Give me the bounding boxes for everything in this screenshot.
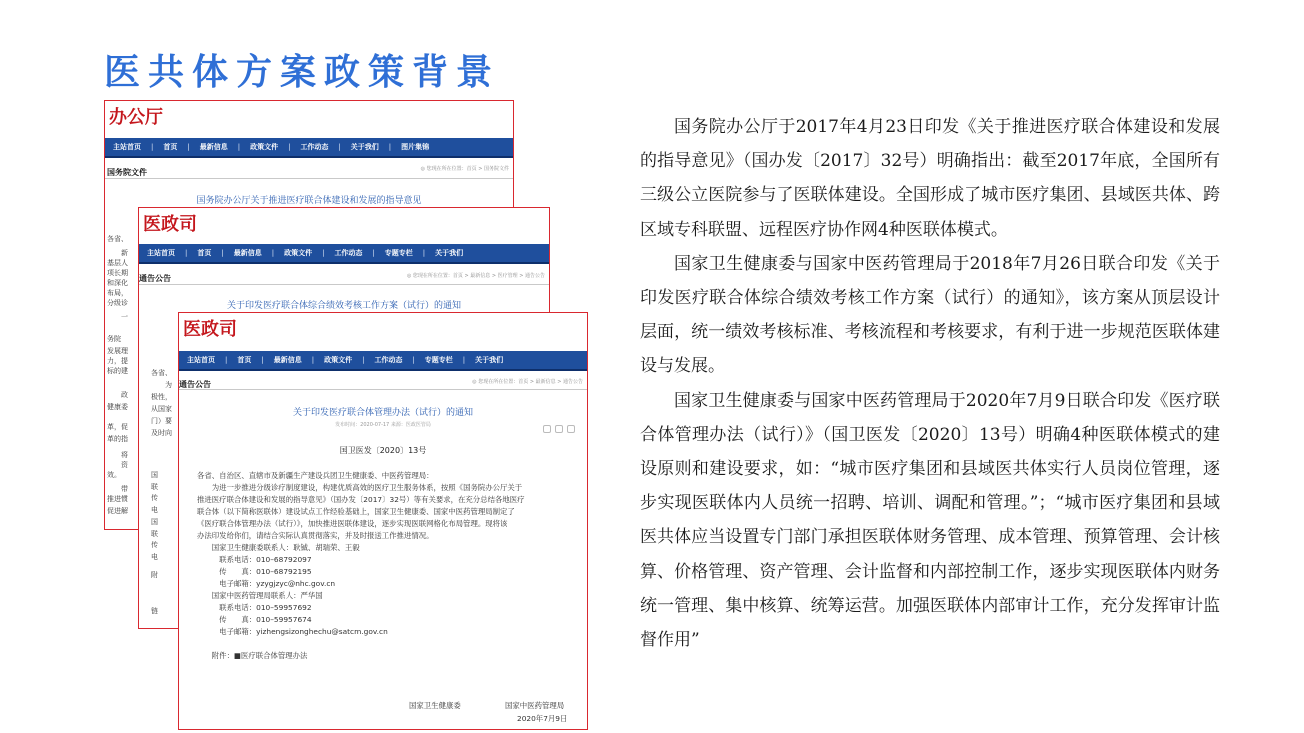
doc-line: 推进惯 [107, 495, 128, 503]
org-label: 医政司 [143, 214, 197, 235]
section-title: 国务院文件 [107, 168, 147, 177]
nav-separator: | [225, 356, 228, 364]
nav-item[interactable]: 首页 [237, 356, 252, 364]
body-line: 推进医疗联合体建设和发展的指导意见》（国办发〔2017〕32号）等有关要求，在充分总结各地医疗 [197, 495, 525, 504]
print-icon[interactable] [567, 425, 575, 433]
nav-item[interactable]: 专题专栏 [384, 249, 413, 257]
publish-meta: 发布时间：2020-07-17 来源：医政医管局 [335, 422, 431, 428]
nav-item[interactable]: 首页 [197, 249, 212, 257]
nav-item[interactable]: 最新信息 [273, 356, 302, 364]
doc-line: 门）要 [151, 417, 172, 425]
doc-line: 联 [151, 483, 158, 491]
doc-line: 联 [151, 530, 158, 538]
org-label: 医政司 [183, 319, 237, 340]
doc-line: 传 [151, 541, 158, 549]
doc-line: 新 [121, 249, 128, 257]
breadcrumb: ◎ 您现在所在位置：首页 > 国务院文件 [420, 166, 509, 172]
nav-item[interactable]: 工作动态 [374, 356, 403, 364]
doc-line: 电 [151, 506, 158, 514]
doc-line: 电 [151, 553, 158, 561]
nav-item[interactable]: 政策文件 [250, 143, 279, 151]
doc-line: 各省、 [107, 235, 128, 243]
nav-separator: | [187, 143, 190, 151]
doc-line: 和深化 [107, 279, 128, 287]
body-line: 电子邮箱：yizhengsizonghechu@satcm.gov.cn [197, 627, 388, 636]
doc-title: 关于印发医疗联合体管理办法（试行）的通知 [292, 408, 473, 418]
doc-line: 将 [121, 451, 128, 459]
doc-line: 一 [121, 313, 128, 321]
nav-separator: | [362, 356, 365, 364]
body-line: 传 真：010–59957674 [197, 615, 312, 624]
doc-line: 传 [151, 494, 158, 502]
doc-line: 标的建 [107, 367, 128, 375]
doc-line: 从国家 [151, 405, 172, 413]
doc-line: 及时向 [151, 429, 172, 437]
nav-separator: | [271, 249, 275, 257]
paragraph: 国务院办公厅于2017年4月23日印发《关于推进医疗联合体建设和发展的指导意见》（国办发〔2017〕32号）明确指出：截至2017年底，全国所有三级公立医院参与了医联体建设。全国形成了城市医疗集团、县域医共体、跨区域专科联盟、远程医疗协作网4种医联体模式。 [640, 117, 1220, 240]
doc-line: 各省、 [151, 369, 172, 377]
doc-line: 分级诊 [107, 299, 128, 307]
nav-item[interactable]: 关于我们 [435, 249, 464, 257]
nav-item[interactable]: 关于我们 [475, 356, 504, 364]
paragraph: 国家卫生健康委与国家中医药管理局于2018年7月26日联合印发《关于印发医疗联合体综合绩效考核工作方案（试行）的通知》，该方案从顶层设计层面，统一绩效考核标准、考核流程和考核要求，有利于进一步规范医联体建设与发展。 [640, 253, 1220, 377]
body-line: 为进一步推进分级诊疗制度建设，构建优质高效的医疗卫生服务体系，按照《国务院办公厅关于 [197, 483, 523, 492]
body-line: 《医疗联合体管理办法（试行）》，加快推进医联体建设，逐步实现医联网格化布局管理。现将该 [197, 519, 508, 528]
nav-separator: | [261, 356, 264, 364]
doc-line: 革，促 [107, 423, 128, 431]
doc-title: 国务院办公厅关于推进医疗联合体建设和发展的指导意见 [196, 196, 422, 206]
body-line[interactable]: 附件：■医疗联合体管理办法 [197, 651, 308, 660]
doc-line: 带 [121, 485, 128, 493]
divider [139, 284, 549, 285]
body-line: 各省、自治区、直辖市及新疆生产建设兵团卫生健康委、中医药管理局： [197, 471, 434, 480]
body-line: 国家卫生健康委联系人：耿铖、胡瑞荣、王毅 [197, 543, 360, 552]
nav-bar [105, 138, 513, 158]
org-label: 办公厅 [109, 107, 163, 128]
signer-2: 国家中医药管理局 [505, 701, 565, 710]
policy-text [640, 110, 1220, 657]
nav-separator: | [288, 143, 291, 151]
body-line [197, 638, 577, 650]
nav-separator: | [462, 356, 466, 364]
nav-separator: | [422, 249, 426, 257]
doc-line: 极性， [151, 393, 172, 401]
doc-line: 项长期 [107, 269, 128, 277]
doc-line: 为 [165, 381, 172, 389]
nav-item[interactable]: 最新信息 [233, 249, 262, 257]
nav-item[interactable]: 主站首页 [147, 249, 175, 257]
nav-separator: | [322, 249, 325, 257]
screenshot-yizhengsi-doc-2 [178, 312, 588, 730]
doc-line: 发展理 [107, 347, 128, 355]
body-line: 国家中医药管理局联系人：严华国 [197, 591, 323, 600]
share-icon[interactable] [543, 425, 551, 433]
body-line: 办法印发给你们，请结合实际认真贯彻落实，并及时报送工作推进情况。 [197, 531, 434, 540]
nav-separator: | [151, 143, 154, 151]
doc-line: 基层人 [107, 259, 128, 267]
body-line: 联系电话：010–68792097 [197, 555, 312, 564]
nav-separator: | [221, 249, 224, 257]
doc-line: 国 [151, 471, 158, 479]
nav-item[interactable]: 主站首页 [113, 143, 141, 151]
doc-title: 关于印发医疗联合体综合绩效考核工作方案（试行）的通知 [226, 301, 461, 311]
sign-date: 2020年7月9日 [517, 714, 568, 723]
nav-item[interactable]: 专题专栏 [424, 356, 453, 364]
doc-line: 力，提 [107, 357, 128, 365]
page-title: 医共体方案政策背景 [104, 52, 501, 93]
nav-item[interactable]: 关于我们 [350, 143, 379, 151]
nav-item[interactable]: 政策文件 [324, 356, 353, 364]
nav-item[interactable]: 最新信息 [199, 143, 228, 151]
nav-separator: | [311, 356, 315, 364]
divider [105, 178, 513, 179]
nav-bar [179, 351, 587, 371]
doc-line: 促进解 [107, 507, 128, 515]
doc-line: 务院 [107, 335, 121, 343]
nav-item[interactable]: 主站首页 [187, 356, 215, 364]
section-title: 通告公告 [139, 274, 171, 283]
nav-separator: | [338, 143, 341, 151]
nav-item[interactable]: 工作动态 [300, 143, 329, 151]
nav-item[interactable]: 政策文件 [284, 249, 313, 257]
body-line: 电子邮箱：yzygjzyc@nhc.gov.cn [197, 579, 336, 588]
doc-line: 附 [151, 571, 158, 579]
nav-separator: | [412, 356, 415, 364]
divider [179, 389, 587, 390]
doc-line: 资 [121, 461, 128, 469]
nav-separator: | [237, 143, 241, 151]
signer-1: 国家卫生健康委 [409, 701, 461, 710]
nav-item[interactable]: 首页 [163, 143, 178, 151]
doc-body [197, 470, 577, 662]
section-title: 通告公告 [179, 380, 211, 389]
body-line: 联合体（以下简称医联体）建设试点工作经验基础上，国家卫生健康委、国家中医药管理局制定了 [197, 507, 515, 516]
doc-line: 布局， [107, 289, 128, 297]
breadcrumb: ◎ 您现在所在位置：首页 > 最新信息 > 通告公告 [472, 379, 583, 385]
nav-item[interactable]: 图片集锦 [401, 143, 430, 151]
body-line: 联系电话：010–59957692 [197, 603, 312, 612]
doc-number: 国卫医发〔2020〕13号 [339, 446, 427, 455]
nav-separator: | [388, 143, 392, 151]
nav-item[interactable]: 工作动态 [334, 249, 363, 257]
doc-line: 健康委 [107, 403, 128, 411]
doc-line: 效。 [107, 471, 121, 479]
breadcrumb: ◎ 您现在所在位置：首页 > 最新信息 > 医疗管理 > 通告公告 [406, 273, 545, 279]
nav-bar [139, 244, 549, 264]
paragraph: 国家卫生健康委与国家中医药管理局于2020年7月9日联合印发《医疗联合体管理办法（试行）》（国卫医发〔2020〕13号）明确4种医联体模式的建设原则和建设要求，如：“城市医疗集团和县域医共体实行人员岗位管理，逐步实现医联体内人员统一招聘、培训、调配和管理。”；“城市医疗集团和县域医共体应当设置专门部门承担医联体财务管理、成本管理、预算管理、会计核算、价格管理、资产管理、会计监督和内部控制工作，逐步实现医联体内财务统一管理、集中核算、统筹运营。加强医联体内部审计工作，充分发挥审计监督作用” [640, 390, 1220, 651]
font-size-icon[interactable] [555, 425, 563, 433]
doc-line: 政 [121, 391, 128, 399]
nav-separator: | [185, 249, 188, 257]
doc-line: 革的指 [107, 435, 128, 443]
doc-line: 国 [151, 518, 158, 526]
body-line: 传 真：010–68792195 [197, 567, 312, 576]
nav-separator: | [372, 249, 375, 257]
doc-line: 链 [151, 607, 158, 615]
